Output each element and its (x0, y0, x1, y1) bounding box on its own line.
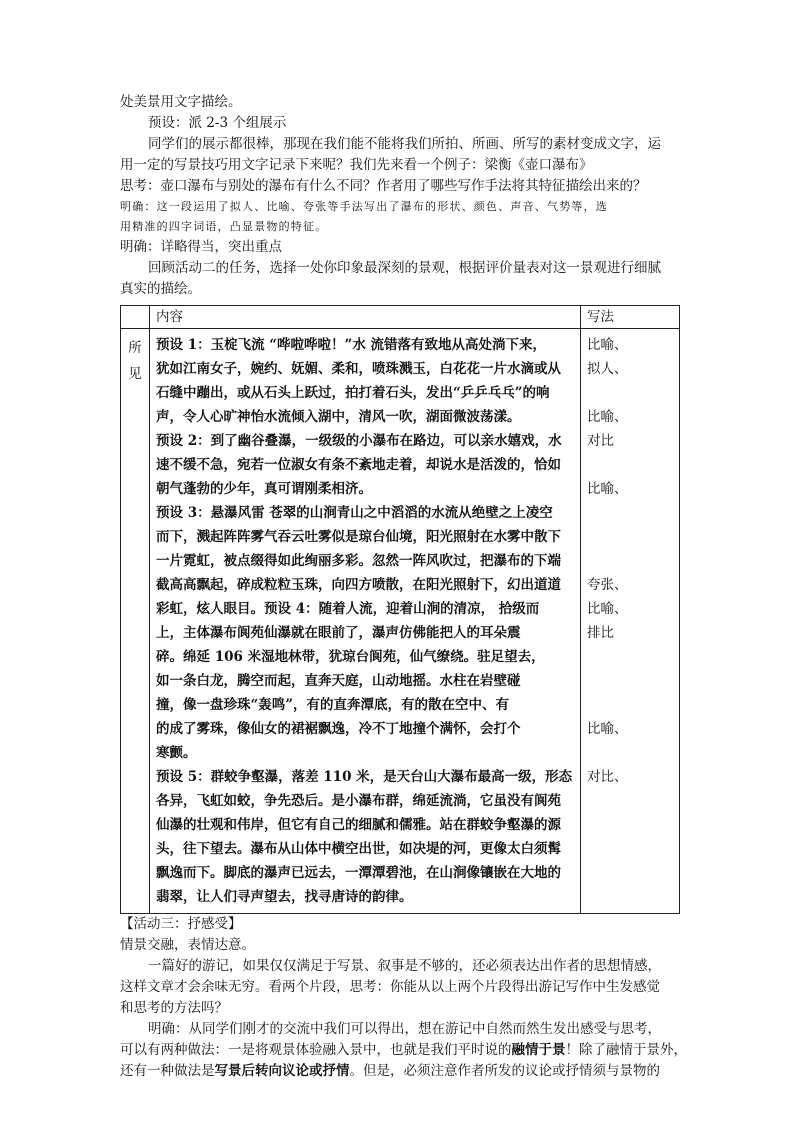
method-line: 对比 (587, 433, 614, 449)
content-line: 石缝中蹦出，或从石头上跃过，拍打着石头，发出“乒乒乓乓”的响 (156, 385, 550, 401)
intro-line-1: 处美景用文字描绘。 (120, 94, 242, 110)
task-line-2: 真实的描绘。 (120, 281, 201, 297)
content-line: 声，令人心旷神怡水流倾入湖中，清风一吹，湖面微波荡漾。 (156, 409, 521, 425)
intro-line-4: 用一定的写景技巧用文字记录下来呢？我们先来看一个例子：梁衡《壶口瀑布》 (120, 157, 593, 173)
row-label-1: 所 (128, 340, 142, 356)
content-line: 碎。绵延 106 米湿地林带，犹琼台阆苑，仙气缭绕。驻足望去， (156, 649, 545, 665)
body-line-3: 和思考的方法吗？ (120, 1000, 228, 1016)
content-line: 各异，飞虹如蛟，争先恐后。是小瀑布群，绵延流淌，它虽没有阆苑 (156, 793, 561, 809)
description-table (120, 305, 680, 914)
content-line: 仙瀑的壮观和伟岸，但它有自己的细腻和儒雅。站在群蛟争壑瀑的源 (156, 817, 561, 833)
content-line: 翡翠，让人们寻声望去，找寻唐诗的韵律。 (156, 889, 413, 905)
content-line: 而下，溅起阵阵雾气吞云吐雾似是琼台仙境，阳光照射在水雾中散下 (156, 529, 561, 545)
activity-subtitle: 情景交融，表情达意。 (120, 937, 255, 953)
method-line (587, 501, 673, 525)
method-line (587, 525, 673, 549)
content-cell (150, 329, 581, 914)
document-page (120, 92, 687, 1082)
intro-line-3: 同学们的展示都很棒，那现在我们能不能将我们所拍、所画、所写的素材变成文字，运 (148, 136, 661, 152)
body-line-6-a: 还有一种做法是 (120, 1063, 215, 1079)
method-line (587, 669, 673, 693)
method-line (587, 549, 673, 573)
table-row (121, 329, 680, 914)
emphasis-blend-emotion: 融情于景 (511, 1042, 566, 1058)
method-line (587, 453, 673, 477)
method-line: 排比 (587, 625, 614, 641)
header-blank-cell (121, 306, 150, 329)
content-line: 预设 2：到了幽谷叠瀑，一级级的小瀑布在路边，可以亲水嬉戏，水 (156, 433, 562, 449)
body-line-5-a: 可以有两种做法：一是将观景体验融入景中，也就是我们平时说的 (120, 1042, 512, 1058)
method-line (587, 645, 673, 669)
method-line (587, 741, 673, 765)
content-line: 速不缓不急，宛若一位淑女有条不紊地走着，却说水是活泼的，恰如 (156, 457, 561, 473)
method-line (587, 381, 673, 405)
content-line: 截高高飘起，碎成粒粒玉珠，向四方喷散，在阳光照射下，幻出道道 (156, 577, 561, 593)
body-line-2: 这样文章才会余味无穷。看两个片段，思考：你能从以上两个片段得出游记写作中生发感觉 (120, 979, 660, 995)
answer-note-1: 明确：这一段运用了拟人、比喻、夸张等手法写出了瀑布的形状、颜色、声音、气势等，选 (120, 200, 608, 213)
row-label-cell (121, 329, 150, 914)
method-line: 夸张、 (587, 577, 628, 593)
answer-line: 明确：详略得当，突出重点 (120, 239, 282, 255)
method-line: 比喻、 (587, 601, 628, 617)
header-content: 内容 (150, 306, 581, 329)
content-line: 撞，像一盘珍珠“轰鸣”，有的直奔潭底，有的散在空中、有 (156, 697, 510, 713)
question-line: 思考：壶口瀑布与别处的瀑布有什么不同？作者用了哪些写作手法将其特征描绘出来的？ (120, 178, 647, 194)
content-line: 上，主体瀑布阆苑仙瀑就在眼前了，瀑声仿佛能把人的耳朵震 (156, 625, 521, 641)
activity-title: 【活动三：抒感受】 (120, 916, 242, 932)
body-line-6-c: 。但是，必须注意作者所发的议论或抒情须与景物的 (349, 1063, 660, 1079)
intro-line-2: 预设：派 2-3 个组展示 (148, 115, 287, 131)
task-line-1: 回顾活动二的任务，选择一处你印象最深刻的景观，根据评价量表对这一景观进行细腻 (148, 260, 661, 276)
method-cell (581, 329, 680, 914)
content-line: 如一条白龙，腾空而起，直奔天庭，山动地摇。水柱在岩壁碰 (156, 673, 521, 689)
method-line: 比喻、 (587, 481, 628, 497)
content-line: 头，往下望去。瀑布从山体中横空出世，如决堤的河，更像太白须髯 (156, 841, 561, 857)
header-method: 写法 (581, 306, 680, 329)
content-line: 犹如江南女子，婉约、妩媚、柔和，喷珠溅玉，白花花一片水滴或从 (156, 361, 561, 377)
body-line-4: 明确：从同学们刚才的交流中我们可以得出，想在游记中自然而然生发出感受与思考， (148, 1021, 661, 1037)
method-line: 比喻、 (587, 409, 628, 425)
content-line: 预设 5：群蛟争壑瀑，落差 110 米，是天台山大瀑布最高一级，形态 (156, 769, 573, 785)
content-line: 朝气蓬勃的少年，真可谓刚柔相济。 (156, 481, 372, 497)
content-line: 的成了雾珠，像仙女的裙裾飘逸，冷不丁地撞个满怀，会打个 (156, 721, 521, 737)
method-line: 对比、 (587, 769, 628, 785)
method-line: 拟人、 (587, 361, 628, 377)
method-line: 比喻、 (587, 721, 628, 737)
content-line: 一片霓虹，被点缀得如此绚丽多彩。忽然一阵风吹过，把瀑布的下端 (156, 553, 561, 569)
table-header-row (121, 306, 680, 329)
content-line: 预设 1：玉椗飞流 “哗啦哗啦！”水 流错落有致地从高处淌下来， (156, 337, 547, 353)
content-line: 寒颤。 (156, 745, 197, 761)
row-label-2: 见 (128, 366, 142, 382)
content-line: 飘逸而下。脚底的瀑声已远去，一潭潭碧池，在山涧像镶嵌在大地的 (156, 865, 561, 881)
body-line-6 (120, 1061, 680, 1082)
body-line-5-c: ！除了融情于景外， (565, 1042, 687, 1058)
method-line (587, 693, 673, 717)
body-line-1: 一篇好的游记，如果仅仅满足于写景、叙事是不够的，还必须表达出作者的思想情感， (148, 958, 661, 974)
content-line: 彩虹，炫人眼目。预设 4：随着人流，迎着山涧的清凉， 拾级而 (156, 601, 540, 617)
content-line: 预设 3：悬瀑风雷 苍翠的山涧青山之中滔滔的水流从绝壁之上凌空 (156, 505, 553, 521)
method-line: 比喻、 (587, 337, 628, 353)
emphasis-turn-to-comment: 写景后转向议论或抒情 (214, 1063, 350, 1079)
body-line-5 (120, 1040, 687, 1061)
answer-note-2: 用精准的四字词语，凸显景物的特征。 (120, 220, 328, 233)
